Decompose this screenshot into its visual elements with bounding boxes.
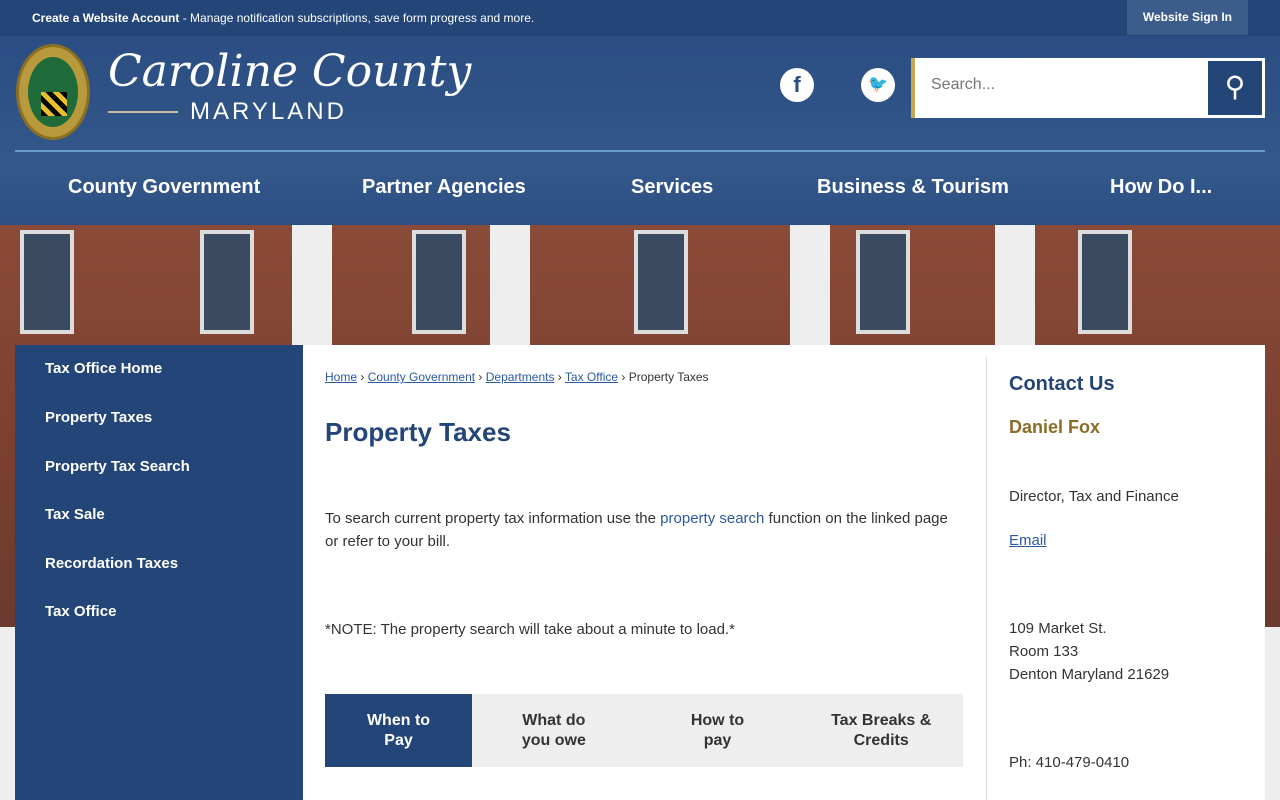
intro-text-end: function on the linked page or refer to your bill. [325,510,948,550]
contact-address-line3: Denton Maryland 21629 [1009,666,1170,683]
tab-how-to-pay[interactable]: How to pay [690,711,745,749]
top-bar [0,0,1280,36]
header [0,36,1280,225]
contact-address-line2: Room 133 [1009,643,1079,660]
aside-divider [986,357,987,800]
breadcrumb-current: Property Taxes [628,370,709,384]
county-seal-logo[interactable] [16,44,90,140]
twitter-icon[interactable]: 🐦 [861,68,895,102]
note-paragraph: *NOTE: The property search will take about a minute to load.* [325,621,735,638]
breadcrumb: Home › County Government › Departments › Tax Office › Property Taxes [325,370,709,384]
sidebar [15,345,303,800]
column [490,225,530,345]
window [856,230,910,334]
page-title: Property Taxes [325,417,511,447]
logo-divider [108,111,178,113]
create-account-link[interactable]: Create a Website Account [32,11,180,25]
window [412,230,466,334]
breadcrumb-tax-office[interactable]: Tax Office [564,370,619,384]
window [634,230,688,334]
tab-bar [325,694,963,767]
contact-address-line1: 109 Market St. [1009,620,1107,637]
contact-title: Director, Tax and Finance [1009,488,1179,505]
tab-what-do-you-owe[interactable]: What do you owe [521,711,586,749]
header-divider [15,150,1265,152]
nav-services[interactable]: Services [631,176,714,198]
sidebar-item-tax-office-home[interactable]: Tax Office Home [45,360,163,377]
sidebar-item-property-taxes[interactable]: Property Taxes [45,409,153,426]
logo-title[interactable]: Caroline County [108,46,472,97]
search-input[interactable] [931,76,1201,94]
sidebar-item-tax-office[interactable]: Tax Office [45,603,117,620]
sidebar-item-tax-sale[interactable]: Tax Sale [45,506,105,523]
tab-tax-breaks-credits[interactable]: Tax Breaks & Credits [831,711,932,749]
intro-paragraph [325,507,965,553]
logo-subtitle: MARYLAND [190,98,347,125]
contact-phone: Ph: 410-479-0410 [1009,754,1130,771]
nav-business-tourism[interactable]: Business & Tourism [817,176,1009,198]
breadcrumb-county-government[interactable]: County Government [367,370,476,384]
tab-when-to-pay[interactable]: When to Pay [325,694,472,767]
window [1078,230,1132,334]
breadcrumb-departments[interactable]: Departments [485,370,555,384]
nav-how-do-i[interactable]: How Do I... [1110,176,1213,198]
sidebar-item-property-tax-search[interactable]: Property Tax Search [45,458,190,475]
search-icon: ⚲ [1224,71,1246,102]
window [20,230,74,334]
column [292,225,332,345]
intro-text: To search current property tax information use the [325,510,661,527]
sign-in-button[interactable]: Website Sign In [1127,0,1248,35]
sidebar-item-recordation-taxes[interactable]: Recordation Taxes [45,555,179,572]
account-message [32,11,534,25]
account-text: - Manage notification subscriptions, save form progress and more. [179,11,535,25]
seal-flag [41,92,67,116]
column [995,225,1035,345]
column [790,225,830,345]
nav-county-government[interactable]: County Government [68,176,261,198]
breadcrumb-home[interactable]: Home [325,370,358,384]
nav-partner-agencies[interactable]: Partner Agencies [362,176,526,198]
contact-name: Daniel Fox [1009,417,1101,437]
facebook-icon[interactable]: f [780,68,814,102]
property-search-link[interactable]: property search [660,510,765,527]
main-content [303,345,1265,800]
search-button[interactable] [1208,61,1262,115]
search-box [911,58,1265,118]
contact-email-link[interactable]: Email [1009,532,1047,549]
window [200,230,254,334]
contact-heading: Contact Us [1009,373,1115,395]
